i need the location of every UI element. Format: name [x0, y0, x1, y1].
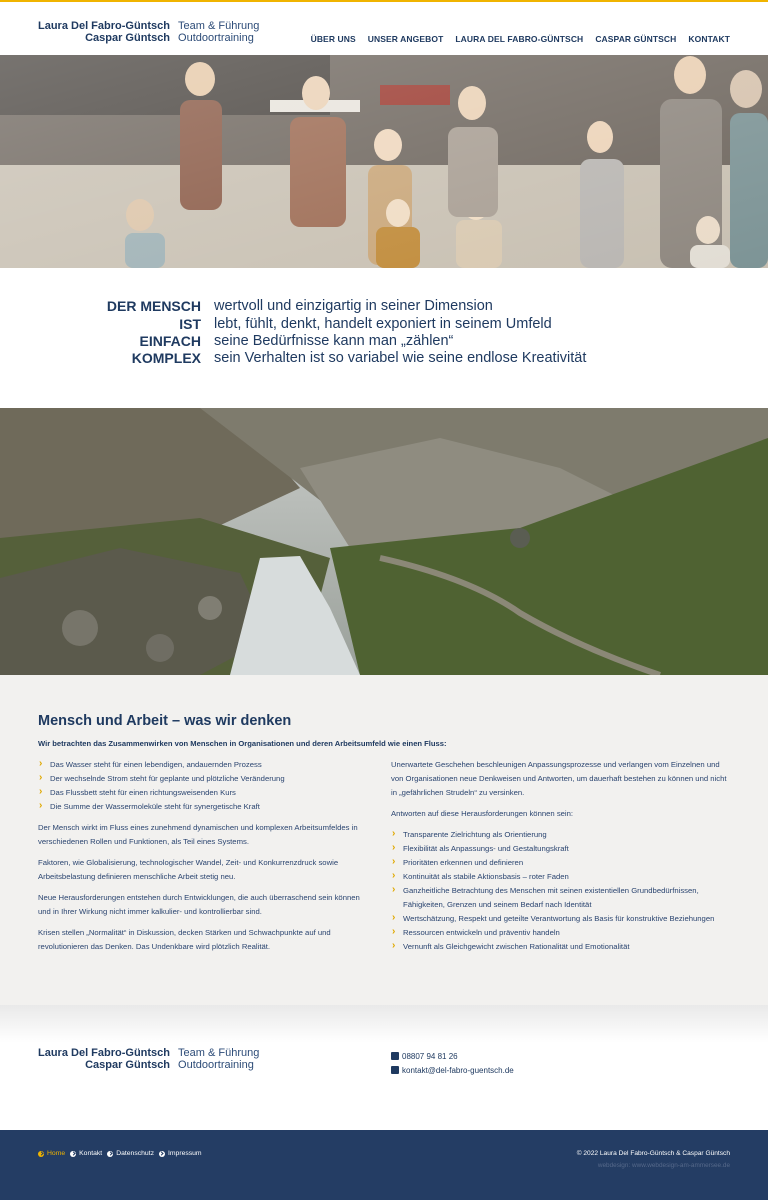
- logo-name-caspar: Caspar Güntsch: [85, 1059, 171, 1071]
- email-link: kontakt@del-fabro-guentsch.de: [402, 1066, 514, 1075]
- chevron-right-icon: [107, 1151, 113, 1157]
- list-item: › Transparente Zielrichtung als Orientierung: [391, 828, 731, 842]
- statement-key: KOMPLEX: [131, 350, 201, 366]
- logo-tagline: [178, 20, 259, 44]
- list-item: › Das Flussbett steht für einen richtungsweisenden Kurs: [38, 786, 373, 800]
- nav-laura[interactable]: LAURA DEL FABRO-GÜNTSCH: [455, 34, 584, 44]
- footer-nav: [38, 1150, 202, 1157]
- list-item: › Vernunft als Gleichgewicht zwischen Rationalität und Emotionalität: [391, 940, 731, 954]
- list-item: › Ressourcen entwickeln und präventiv handeln: [391, 926, 731, 940]
- list-item: › Prioritäten erkennen und definieren: [391, 856, 731, 870]
- phone-number: 08807 94 81 26: [402, 1052, 458, 1061]
- list-item: › Flexibilität als Anpassungs- und Gestaltungskraft: [391, 842, 731, 856]
- copyright: © 2022 Laura Del Fabro-Güntsch & Caspar Güntsch: [576, 1150, 730, 1157]
- paragraph: Neue Herausforderungen entstehen durch Entwicklungen, die auch überraschend sein können und in Ihrer Wirkung nicht immer kalkulier- und kontrollierbar sind.: [38, 893, 360, 916]
- river-bullet-list: [38, 758, 373, 814]
- logo-tag-team: Team & Führung: [178, 1047, 260, 1059]
- content-right-column: [391, 758, 731, 954]
- mountain-illustration: [0, 408, 768, 675]
- list-item: › Wertschätzung, Respekt und geteilte Verantwortung als Basis für konstruktive Beziehungen: [391, 912, 731, 926]
- email-row[interactable]: [391, 1064, 514, 1078]
- statement-row: [0, 350, 768, 367]
- phone-row[interactable]: [391, 1050, 514, 1064]
- logo-tag-team: Team & Führung: [178, 20, 260, 32]
- nav-kontakt[interactable]: KONTAKT: [688, 34, 730, 44]
- footer-link-datenschutz[interactable]: [107, 1150, 154, 1157]
- hero-image-dolls: [0, 55, 768, 268]
- logo-name-laura: Laura Del Fabro-Güntsch: [38, 20, 171, 32]
- bottom-bar: [0, 1130, 768, 1200]
- footer-link-home[interactable]: [38, 1150, 65, 1157]
- list-item: › Ganzheitliche Betrachtung des Menschen mit seinen existentiellen Grundbedürfnissen, Fähigkeiten, Grenzen und seinem Bedarf nach Identität: [391, 884, 731, 912]
- statement-value: wertvoll und einzigartig in seiner Dimension: [214, 298, 493, 314]
- nav-unser-angebot[interactable]: UNSER ANGEBOT: [367, 34, 444, 44]
- nav-caspar[interactable]: CASPAR GÜNTSCH: [595, 34, 677, 44]
- site-footer: [0, 1005, 768, 1130]
- phone-icon: [391, 1052, 399, 1060]
- logo-name-laura: Laura Del Fabro-Güntsch: [38, 1047, 171, 1059]
- statement-value: sein Verhalten ist so variabel wie seine endlose Kreativität: [214, 350, 587, 366]
- statement-value: lebt, fühlt, denkt, handelt exponiert in seinem Umfeld: [214, 316, 552, 332]
- content-left-column: [38, 758, 373, 954]
- statement-row: [0, 316, 768, 333]
- logo-tag-outdoor: Outdoortraining: [178, 32, 254, 44]
- logo-names: [38, 20, 170, 44]
- hero-image-mountain-river: [0, 408, 768, 675]
- envelope-icon: [391, 1066, 399, 1074]
- paragraph: Der Mensch wirkt im Fluss eines zunehmend dynamischen und komplexen Arbeitsumfeldes in verschiedenen Rollen und Funktionen, als Teil eines Systems.: [38, 823, 358, 846]
- logo-names: [38, 1047, 170, 1071]
- list-item: › Kontinuität als stabile Aktionsbasis – roter Faden: [391, 870, 731, 884]
- statement-key: EINFACH: [139, 333, 201, 349]
- footer-link-kontakt[interactable]: [70, 1150, 102, 1157]
- paragraph: Unerwartete Geschehen beschleunigen Anpassungsprozesse und verlangen vom Einzelnen und von Organisationen neue Denkweisen und Antworten, um dauerhaft bestehen zu können und nicht in „gefährlichen Strudeln“ zu versinken.: [391, 760, 727, 797]
- nav-ueber-uns[interactable]: ÜBER UNS: [310, 34, 356, 44]
- chevron-right-icon: [159, 1151, 165, 1157]
- dolls-illustration: [0, 55, 768, 268]
- webdesign-credit[interactable]: webdesign: www.webdesign-am-ammersee.de: [597, 1162, 730, 1169]
- main-nav: [311, 34, 730, 44]
- footer-link-label: Kontakt: [79, 1150, 103, 1157]
- chevron-right-icon: [70, 1151, 76, 1157]
- list-item: › Der wechselnde Strom steht für geplante und plötzliche Veränderung: [38, 772, 373, 786]
- paragraph: Antworten auf diese Herausforderungen können sein:: [391, 809, 574, 818]
- footer-link-label: Home: [47, 1150, 66, 1157]
- site-header: [0, 2, 768, 55]
- site-logo[interactable]: [38, 20, 259, 44]
- section-title: Mensch und Arbeit – was wir denken: [38, 713, 292, 729]
- statement-row: [0, 298, 768, 315]
- statement-key: IST: [179, 316, 201, 332]
- footer-link-label: Impressum: [167, 1150, 202, 1157]
- statement-row: [0, 333, 768, 350]
- paragraph: Krisen stellen „Normalität“ in Diskussion, decken Stärken und Schwachpunkte auf und revolutionieren das Denken. Das Undenkbare wird plötzlich Realität.: [38, 928, 331, 951]
- mensch-statement: [0, 298, 768, 378]
- section-intro: Wir betrachten das Zusammenwirken von Menschen in Organisationen und deren Arbeitsumfeld wie einen Fluss:: [38, 739, 447, 748]
- footer-link-impressum[interactable]: [159, 1150, 202, 1157]
- logo-tagline: [178, 1047, 259, 1071]
- content-section: [0, 675, 768, 1005]
- statement-key: DER MENSCH: [106, 298, 201, 314]
- logo-tag-outdoor: Outdoortraining: [178, 1059, 254, 1071]
- statement-value: seine Bedürfnisse kann man „zählen“: [214, 333, 454, 349]
- chevron-right-icon: [38, 1151, 44, 1157]
- footer-contact: [391, 1050, 514, 1078]
- footer-link-label: Datenschutz: [116, 1150, 154, 1157]
- list-item: › Die Summe der Wassermoleküle steht für synergetische Kraft: [38, 800, 373, 814]
- answers-bullet-list: [391, 828, 731, 954]
- footer-logo[interactable]: [38, 1047, 259, 1071]
- logo-name-caspar: Caspar Güntsch: [85, 32, 171, 44]
- list-item: › Das Wasser steht für einen lebendigen, andauernden Prozess: [38, 758, 373, 772]
- paragraph: Faktoren, wie Globalisierung, technologischer Wandel, Zeit- und Konkurrenzdruck sowie Arbeitsbelastung definieren menschliche Arbeit stetig neu.: [38, 858, 339, 881]
